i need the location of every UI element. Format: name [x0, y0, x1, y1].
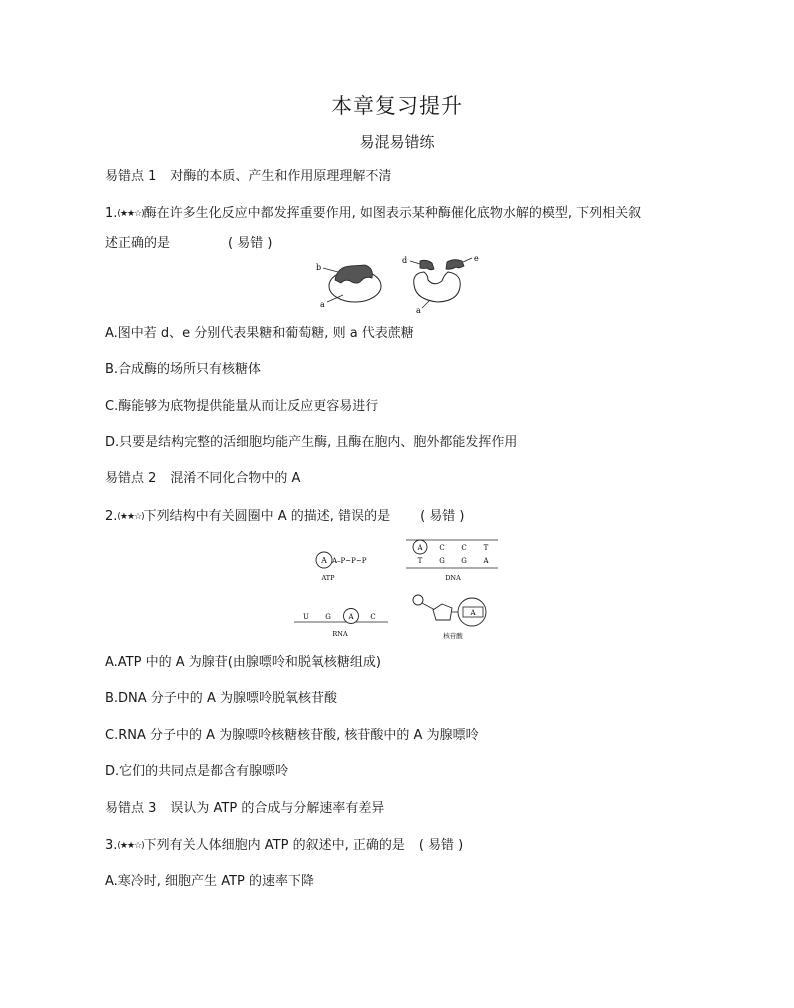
option-2a: A.ATP 中的 A 为腺苷(由腺嘌呤和脱氧核糖组成): [105, 655, 381, 670]
section-label: 易错点 1: [105, 169, 157, 184]
dna-caption: DNA: [445, 574, 461, 582]
enzyme-a-right: [414, 272, 461, 302]
section-label: 易错点 3: [105, 801, 157, 816]
page-title: 本章复习提升: [331, 94, 463, 118]
rna-base: U: [303, 613, 309, 621]
difficulty-stars: (★★☆): [117, 841, 144, 851]
question-text: 下列有关人体细胞内 ATP 的叙述中, 正确的是: [143, 838, 405, 853]
adenine-structures-figure: [290, 536, 505, 644]
rna-base: G: [325, 613, 331, 621]
label-e: e: [474, 255, 479, 263]
dna-top-base: T: [483, 544, 489, 552]
difficulty-stars: (★★☆): [117, 209, 144, 219]
option-2c: C.RNA 分子中的 A 为腺嘌呤核糖核苷酸, 核苷酸中的 A 为腺嘌呤: [105, 728, 479, 743]
atp-caption: ATP: [321, 574, 335, 582]
pentose-sugar: [433, 604, 452, 620]
question-text: 酶在许多生化反应中都发挥重要作用, 如图表示某种酶催化底物水解的模型, 下列相关叙: [143, 206, 642, 221]
section-label: 易错点 2: [105, 471, 157, 486]
section-head-1: [105, 168, 391, 186]
label-d: d: [402, 256, 408, 265]
dna-bottom-base: G: [461, 557, 467, 565]
dna-top-base: C: [439, 544, 445, 552]
option-3a: A.寒冷时, 细胞产生 ATP 的速率下降: [105, 874, 314, 889]
product-d: [420, 260, 434, 269]
option-2d: D.它们的共同点是都含有腺嘌呤: [105, 764, 289, 779]
rna-base: A: [348, 613, 354, 621]
dna-bottom-base: A: [483, 557, 489, 565]
section-text: 对酶的本质、产生和作用原理理解不清: [170, 169, 392, 184]
question-3-line-1: [105, 837, 463, 855]
error-prone-tag: ( 易错 ): [418, 838, 464, 853]
atp-phosphates: A–P~P~P: [332, 557, 367, 565]
option-1d: D.只要是结构完整的活细胞均能产生酶, 且酶在胞内、胞外都能发挥作用: [105, 435, 518, 450]
label-b: b: [316, 263, 322, 272]
dna-bottom-base: G: [439, 557, 445, 565]
enzyme-model-figure: [310, 255, 490, 317]
rna-base: C: [370, 613, 376, 621]
option-1b: B.合成酶的场所只有核糖体: [105, 362, 262, 377]
label-a-right: a: [416, 306, 421, 315]
error-prone-tag: ( 易错 ): [420, 509, 465, 524]
option-1c: C.酶能够为底物提供能量从而让反应更容易进行: [105, 399, 379, 414]
question-text: 述正确的是: [105, 236, 171, 251]
error-prone-tag: ( 易错 ): [228, 236, 273, 251]
section-head-3: [105, 800, 384, 818]
question-1-line-2: [105, 235, 272, 253]
dna-bottom-base: T: [417, 557, 423, 565]
product-e: [446, 260, 464, 270]
section-text: 混淆不同化合物中的 A: [170, 471, 301, 486]
question-number: 2.: [105, 509, 118, 524]
option-1a: A.图中若 d、e 分别代表果糖和葡萄糖, 则 a 代表蔗糖: [105, 326, 414, 341]
rna-caption: RNA: [332, 630, 348, 638]
phosphate-group: [413, 595, 423, 605]
dna-top-base: A: [417, 544, 423, 552]
question-2-line-1: [105, 508, 465, 526]
difficulty-stars: (★★☆): [117, 512, 144, 522]
option-2b: B.DNA 分子中的 A 为腺嘌呤脱氧核苷酸: [105, 691, 337, 706]
question-1-line-1: [105, 205, 641, 223]
label-a: a: [320, 300, 325, 309]
nucleotide-base: A: [470, 609, 476, 617]
atp-circle-label: A: [321, 556, 327, 565]
section-head-2: [105, 470, 300, 488]
question-number: 3.: [105, 838, 118, 853]
question-number: 1.: [105, 206, 118, 221]
dna-top-base: C: [461, 544, 467, 552]
question-text: 下列结构中有关圆圈中 A 的描述, 错误的是: [143, 509, 391, 524]
section-text: 误认为 ATP 的合成与分解速率有差异: [170, 801, 385, 816]
nucleotide-caption: 核苷酸: [443, 632, 463, 640]
page-subtitle: 易混易错练: [359, 133, 435, 151]
